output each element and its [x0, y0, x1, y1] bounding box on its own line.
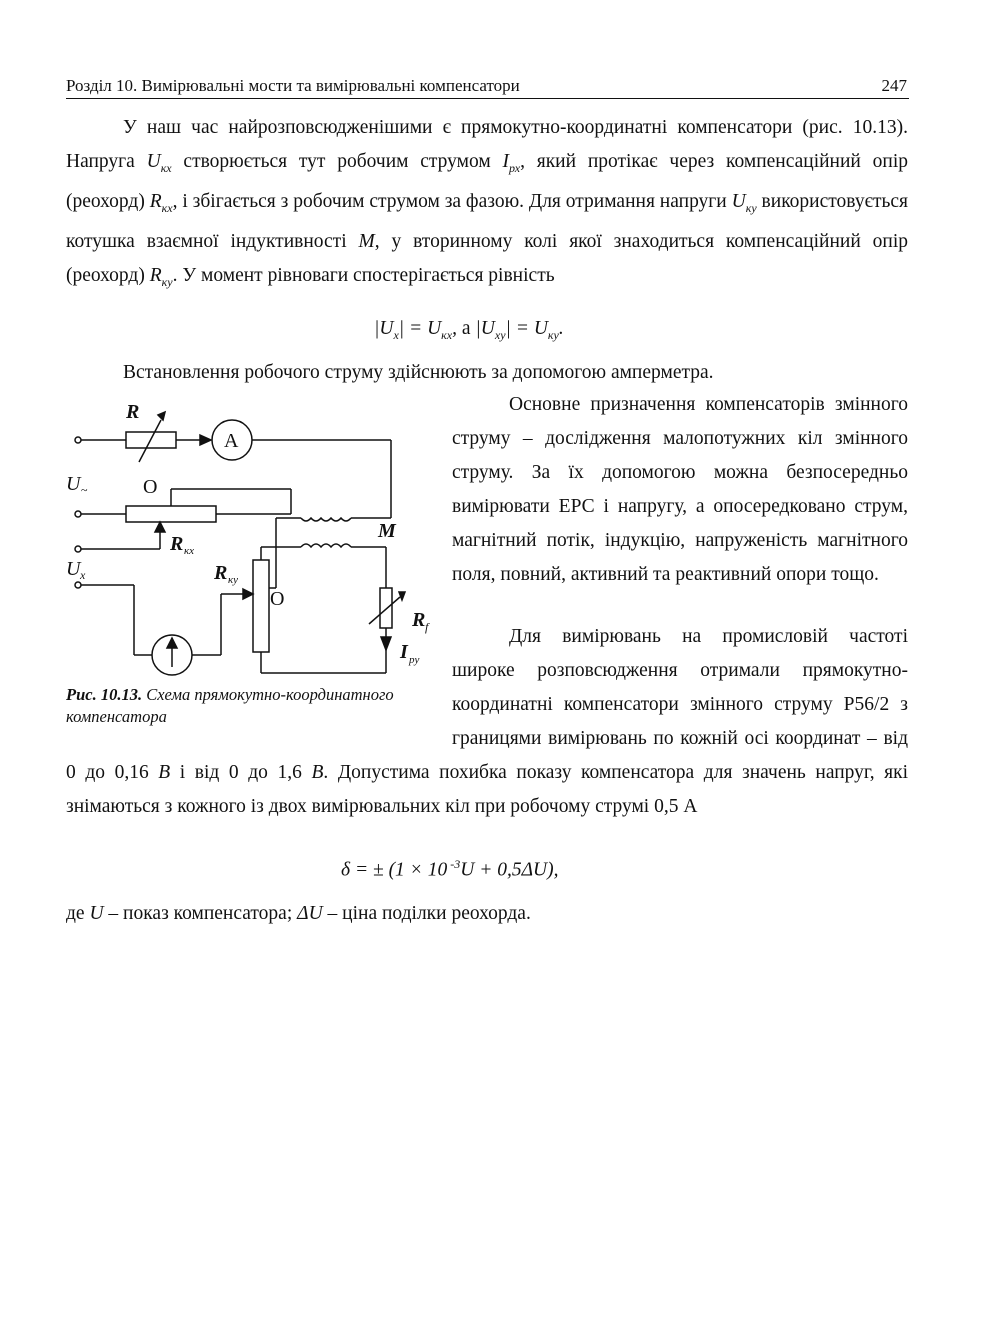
paragraph-p562-text: Для вимірювань на промисловій частоті широке розповсюдження отримали прямокутно-координатні компенсатори змінного струму Р56/2 з границями вимірювань по кожній осі координат – від 0 до 0,16 В і від 0 до 1,6 В. Допустима похибка показу компенсатора для значень напруг, які знімаються з кожного із двох вимірювальних кіл при робочому струмі 0,5 А: [66, 626, 909, 817]
label-ipy-sub: py: [409, 654, 420, 666]
label-u-tilde-sub: ~: [81, 483, 88, 497]
paragraph-ammeter: Встановлення робочого струму здійснюють за допомогою амперметра.: [123, 362, 714, 383]
label-rf: R: [412, 609, 426, 631]
chapter-title: Розділ 10. Вимірювальні мости та вимірювальні компенсатори: [66, 76, 520, 95]
label-o-top: O: [143, 476, 158, 498]
label-ux: U: [66, 558, 81, 580]
page-number: 247: [881, 76, 907, 95]
equation-error: δ = ± (1 × 10 $^{-3}$U + 0,5ΔU),: [341, 857, 559, 881]
label-o-bottom: O: [270, 588, 285, 610]
paragraph-definitions: де U – показ компенсатора; ΔU – ціна поділки реохорда.: [66, 903, 531, 924]
paragraph-intro: У наш час найрозповсюдженішими є прямокутно-координатні компенсатори (рис. 10.13). Напруга $U_{кх}$ створюється тут робочим струмом $I_{рх}$, який протікає через компенсаційний опір (реохорд) $R_{кх}$, і збігається з робочим струмом за фазою. Для отримання напруги $U_{ку}$ використовується котушка взаємної індуктивності M, у вторинному колі якої знаходиться компенсаційний опір (реохорд) $R_{ку}$. У момент рівноваги спостерігається рівність: [66, 117, 909, 289]
label-rkx-sub: кх: [184, 545, 195, 557]
figure-caption-number: Рис. 10.13.: [66, 685, 143, 704]
label-u-tilde: U: [66, 473, 81, 495]
label-rf-sub: f: [425, 620, 429, 634]
label-ammeter: A: [224, 430, 239, 452]
equation-balance: $|U_x| = U_{кх}$, а $|U_{xy}| = U_{ку}$.: [374, 318, 564, 342]
paragraph-p562: [66, 620, 908, 824]
label-rkx: R: [170, 533, 184, 555]
label-r: R: [126, 401, 140, 423]
running-header: [66, 74, 909, 99]
figure-caption-text: Схема прямокутно-координатного компенсатора: [66, 685, 394, 726]
label-rky: R: [214, 562, 228, 584]
label-rky-sub: ку: [228, 574, 239, 586]
label-ux-sub: x: [80, 568, 86, 582]
label-ipy: I: [400, 641, 408, 663]
label-m: M: [378, 520, 396, 542]
paragraph-purpose: Основне призначення компенсаторів змінного струму – дослідження малопотужних кіл змінного струму. За їх допомогою можна безпосередньо вимірювати ЕРС і напругу, а опосередковано струм, магнітний потік, індукцію, напруженість магнітного поля, повний, активний та реактивний опори тощо.: [452, 394, 908, 585]
